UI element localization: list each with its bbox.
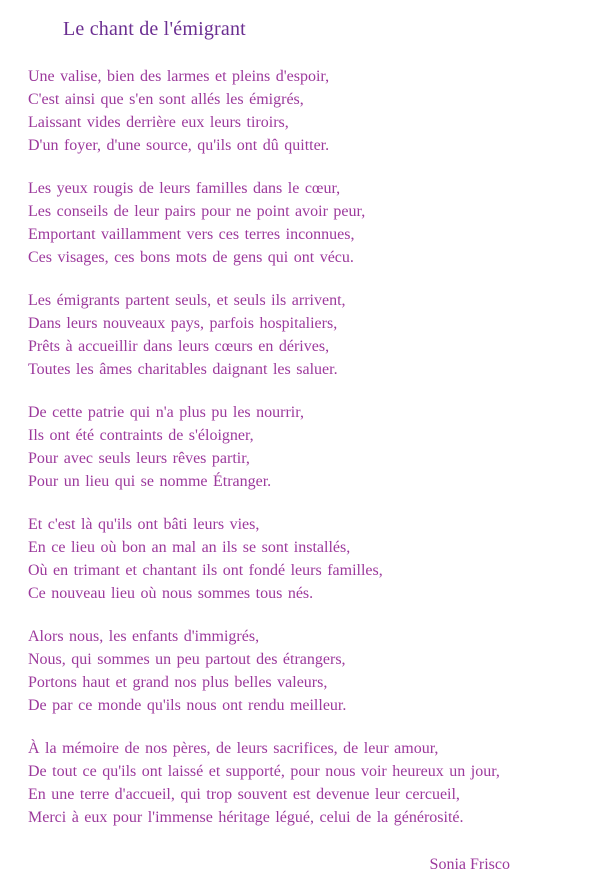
stanza-7 — [28, 737, 572, 829]
stanza-2 — [28, 177, 572, 269]
poem-line: Ces visages, ces bons mots de gens qui ont vécu. — [28, 249, 354, 266]
poem-line: Ils ont été contraints de s'éloigner, — [28, 427, 254, 444]
poem-line: Et c'est là qu'ils ont bâti leurs vies, — [28, 516, 260, 533]
poem-line: En une terre d'accueil, qui trop souvent est devenue leur cercueil, — [28, 786, 460, 803]
poem-line: Les émigrants partent seuls, et seuls ils arrivent, — [28, 292, 346, 309]
poem-line: C'est ainsi que s'en sont allés les émigrés, — [28, 91, 304, 108]
poem-line: Laissant vides derrière eux leurs tiroirs, — [28, 114, 289, 131]
poem-line: Merci à eux pour l'immense héritage légué, celui de la générosité. — [28, 809, 464, 826]
poem-line: Prêts à accueillir dans leurs cœurs en dérives, — [28, 338, 330, 355]
poem-line: Les yeux rougis de leurs familles dans le cœur, — [28, 180, 341, 197]
author-signature: Sonia Frisco — [429, 856, 510, 873]
stanza-3 — [28, 289, 572, 381]
poem-line: De tout ce qu'ils ont laissé et supporté, pour nous voir heureux un jour, — [28, 763, 500, 780]
poem-line: De par ce monde qu'ils nous ont rendu meilleur. — [28, 697, 347, 714]
poem-line: Nous, qui sommes un peu partout des étrangers, — [28, 651, 346, 668]
poem-line: Portons haut et grand nos plus belles valeurs, — [28, 674, 328, 691]
poem-line: Pour un lieu qui se nomme Étranger. — [28, 473, 272, 490]
poem-line: Une valise, bien des larmes et pleins d'espoir, — [28, 68, 330, 85]
poem-line: Toutes les âmes charitables daignant les saluer. — [28, 361, 338, 378]
poem-line: Alors nous, les enfants d'immigrés, — [28, 628, 260, 645]
poem-line: À la mémoire de nos pères, de leurs sacrifices, de leur amour, — [28, 740, 439, 757]
poem-line: Les conseils de leur pairs pour ne point avoir peur, — [28, 203, 366, 220]
stanza-5 — [28, 513, 572, 605]
poem-line: De cette patrie qui n'a plus pu les nourrir, — [28, 404, 304, 421]
stanza-1 — [28, 65, 572, 157]
stanza-6 — [28, 625, 572, 717]
stanza-4 — [28, 401, 572, 493]
poem-line: Ce nouveau lieu où nous sommes tous nés. — [28, 585, 314, 602]
poem-line: Emportant vaillamment vers ces terres inconnues, — [28, 226, 355, 243]
poem-line: D'un foyer, d'une source, qu'ils ont dû quitter. — [28, 137, 330, 154]
poem-line: Dans leurs nouveaux pays, parfois hospitaliers, — [28, 315, 338, 332]
poem-line: En ce lieu où bon an mal an ils se sont installés, — [28, 539, 351, 556]
poem-title: Le chant de l'émigrant — [63, 18, 246, 40]
poem-line: Pour avec seuls leurs rêves partir, — [28, 450, 250, 467]
poem-line: Où en trimant et chantant ils ont fondé leurs familles, — [28, 562, 383, 579]
